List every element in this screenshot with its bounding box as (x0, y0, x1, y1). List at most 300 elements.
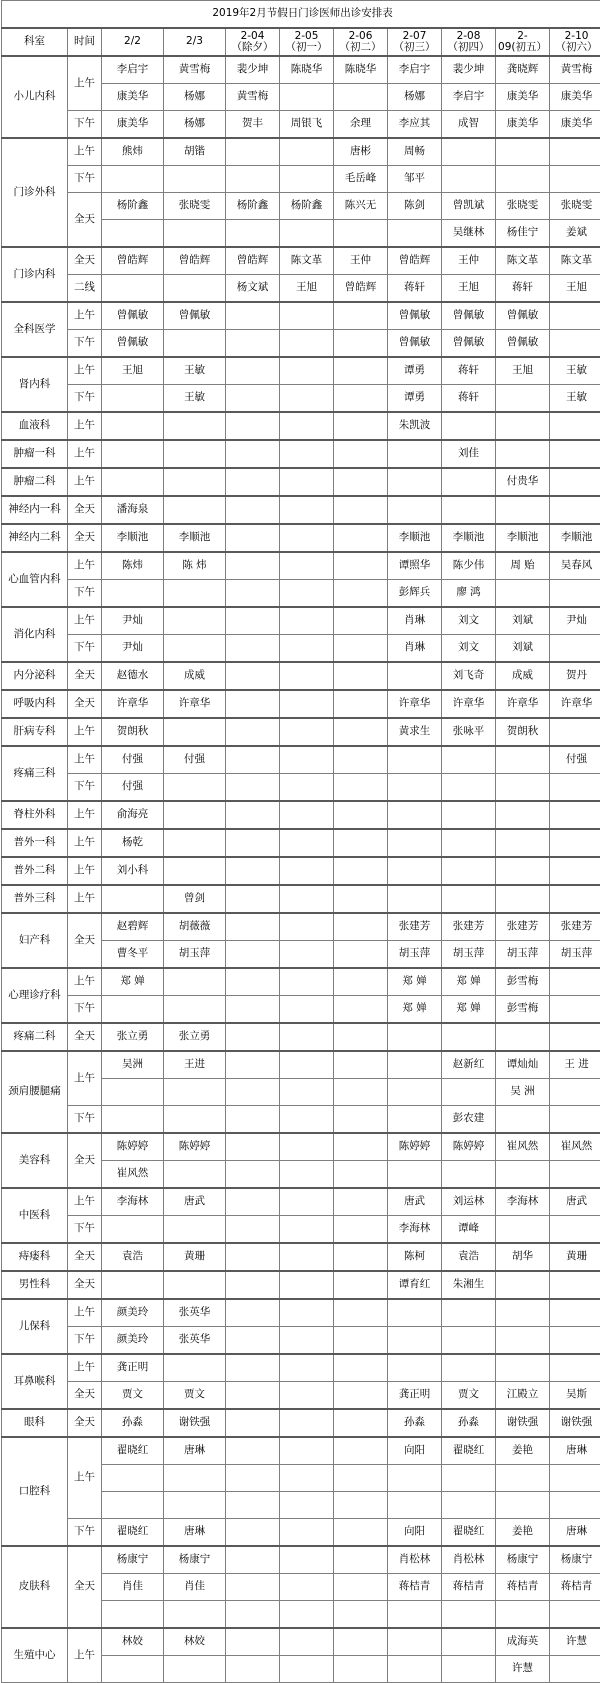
dept-name: 消化内科 (2, 607, 68, 662)
empty-cell (226, 941, 280, 969)
empty-cell (442, 857, 496, 885)
table-row (2, 801, 600, 829)
empty-cell (550, 1601, 600, 1629)
empty-cell (550, 1299, 600, 1327)
doctor-cell: 肖松林 (388, 1546, 442, 1574)
doctor-cell: 蒋轩 (442, 385, 496, 413)
doctor-cell: 曾佩敏 (496, 330, 550, 358)
empty-cell (226, 1106, 280, 1134)
doctor-cell: 陈婷婷 (388, 1133, 442, 1161)
doctor-cell: 唐琳 (164, 1437, 226, 1465)
table-row (2, 690, 600, 718)
empty-cell (226, 1465, 280, 1492)
dept-name: 颈肩腰腿痛 (2, 1051, 68, 1133)
doctor-cell: 赵德水 (102, 662, 164, 690)
empty-cell (164, 1106, 226, 1134)
doctor-cell: 孙淼 (388, 1409, 442, 1437)
empty-cell (280, 746, 334, 774)
empty-cell (388, 468, 442, 496)
doctor-cell: 王旭 (102, 357, 164, 385)
empty-cell (550, 1106, 600, 1134)
empty-cell (550, 1271, 600, 1299)
time-slot: 上午 (68, 1051, 102, 1106)
empty-cell (334, 496, 388, 524)
empty-cell (164, 1216, 226, 1244)
header-dept: 科室 (2, 28, 68, 56)
doctor-cell: 姜艳 (496, 1519, 550, 1547)
doctor-cell: 吴 洲 (496, 1079, 550, 1106)
time-slot: 全天 (68, 1382, 102, 1410)
dept-name: 门诊内科 (2, 247, 68, 302)
empty-cell (164, 440, 226, 468)
table-row (2, 1216, 600, 1244)
empty-cell (334, 746, 388, 774)
empty-cell (334, 1216, 388, 1244)
doctor-cell: 龚晓辉 (496, 56, 550, 84)
empty-cell (388, 1051, 442, 1079)
empty-cell (496, 1299, 550, 1327)
time-slot: 上午 (68, 1299, 102, 1327)
time-slot: 全天 (68, 524, 102, 552)
empty-cell (280, 166, 334, 193)
empty-cell (102, 1492, 164, 1519)
empty-cell (280, 885, 334, 913)
empty-cell (334, 1271, 388, 1299)
empty-cell (280, 496, 334, 524)
doctor-cell: 裴少坤 (442, 56, 496, 84)
empty-cell (280, 718, 334, 746)
table-row (2, 968, 600, 996)
empty-cell (164, 829, 226, 857)
doctor-cell: 翟晓红 (442, 1519, 496, 1547)
doctor-cell: 袁浩 (442, 1243, 496, 1271)
table-row (2, 193, 600, 220)
doctor-cell: 郑 婵 (442, 968, 496, 996)
doctor-cell: 袁浩 (102, 1243, 164, 1271)
doctor-cell: 李顺池 (102, 524, 164, 552)
doctor-cell: 邹平 (388, 166, 442, 193)
doctor-cell: 谭灿灿 (496, 1051, 550, 1079)
doctor-cell: 李海林 (388, 1216, 442, 1244)
empty-cell (226, 385, 280, 413)
doctor-cell: 胡玉萍 (442, 941, 496, 969)
outpatient-schedule-table (1, 0, 600, 1683)
empty-cell (226, 1079, 280, 1106)
dept-name: 耳鼻喉科 (2, 1354, 68, 1409)
empty-cell (388, 1161, 442, 1189)
doctor-cell: 谭峰 (442, 1216, 496, 1244)
doctor-cell: 付强 (164, 746, 226, 774)
empty-cell (442, 829, 496, 857)
empty-cell (550, 829, 600, 857)
header-day-3: 2-04（除夕） (226, 28, 280, 56)
time-slot: 全天 (68, 1271, 102, 1299)
empty-cell (226, 746, 280, 774)
empty-cell (164, 496, 226, 524)
doctor-cell: 胡玉萍 (388, 941, 442, 969)
empty-cell (280, 412, 334, 440)
header-day-4: 2-05（初一） (280, 28, 334, 56)
doctor-cell: 周银飞 (280, 111, 334, 139)
empty-cell (280, 774, 334, 802)
empty-cell (334, 1133, 388, 1161)
empty-cell (280, 968, 334, 996)
doctor-cell: 向阳 (388, 1437, 442, 1465)
empty-cell (164, 330, 226, 358)
doctor-cell: 张立勇 (102, 1023, 164, 1051)
doctor-cell: 胡锴 (164, 138, 226, 166)
table-row (2, 440, 600, 468)
empty-cell (496, 1327, 550, 1355)
empty-cell (334, 1628, 388, 1656)
doctor-cell: 黄雪梅 (164, 56, 226, 84)
header-day-1: 2/2 (102, 28, 164, 56)
empty-cell (442, 496, 496, 524)
empty-cell (550, 330, 600, 358)
empty-cell (388, 1492, 442, 1519)
doctor-cell: 潘海泉 (102, 496, 164, 524)
doctor-cell: 陈柯 (388, 1243, 442, 1271)
doctor-cell: 李海林 (496, 1188, 550, 1216)
doctor-cell: 唐武 (388, 1188, 442, 1216)
table-row (2, 1546, 600, 1574)
empty-cell (102, 412, 164, 440)
doctor-cell: 刘小科 (102, 857, 164, 885)
dept-name: 痔瘘科 (2, 1243, 68, 1271)
doctor-cell: 许章华 (442, 690, 496, 718)
empty-cell (226, 412, 280, 440)
empty-cell (280, 1601, 334, 1629)
empty-cell (280, 635, 334, 663)
empty-cell (280, 1271, 334, 1299)
empty-cell (496, 412, 550, 440)
empty-cell (388, 1628, 442, 1656)
time-slot: 下午 (68, 774, 102, 802)
empty-cell (226, 607, 280, 635)
doctor-cell: 王敏 (164, 385, 226, 413)
empty-cell (334, 1382, 388, 1410)
doctor-cell: 唐琳 (550, 1519, 600, 1547)
doctor-cell: 黄求生 (388, 718, 442, 746)
empty-cell (280, 1161, 334, 1189)
doctor-cell: 张英华 (164, 1327, 226, 1355)
empty-cell (550, 1216, 600, 1244)
empty-cell (280, 1656, 334, 1683)
time-slot: 上午 (68, 885, 102, 913)
empty-cell (388, 801, 442, 829)
empty-cell (550, 1023, 600, 1051)
empty-cell (388, 1023, 442, 1051)
doctor-cell: 刘斌 (496, 607, 550, 635)
empty-cell (280, 440, 334, 468)
empty-cell (334, 857, 388, 885)
time-slot: 下午 (68, 385, 102, 413)
empty-cell (164, 1601, 226, 1629)
header-time: 时间 (68, 28, 102, 56)
table-row (2, 275, 600, 303)
table-row (2, 1519, 600, 1547)
doctor-cell: 刘文 (442, 635, 496, 663)
doctor-cell: 尹灿 (102, 607, 164, 635)
empty-cell (334, 552, 388, 580)
doctor-cell: 唐武 (164, 1188, 226, 1216)
doctor-cell: 陈婷婷 (442, 1133, 496, 1161)
table-row (2, 857, 600, 885)
empty-cell (442, 1656, 496, 1683)
doctor-cell: 杨康宁 (496, 1546, 550, 1574)
table-row (2, 1409, 600, 1437)
empty-cell (280, 1051, 334, 1079)
doctor-cell: 康美华 (102, 84, 164, 111)
time-slot: 全天 (68, 496, 102, 524)
doctor-cell: 许章华 (550, 690, 600, 718)
empty-cell (496, 1216, 550, 1244)
empty-cell (226, 801, 280, 829)
doctor-cell: 黄珊 (164, 1243, 226, 1271)
doctor-cell: 吴洲 (102, 1051, 164, 1079)
doctor-cell: 龚正明 (388, 1382, 442, 1410)
table-row (2, 111, 600, 139)
empty-cell (550, 1327, 600, 1355)
empty-cell (226, 1492, 280, 1519)
doctor-cell: 吴斯 (550, 1382, 600, 1410)
doctor-cell: 陈炜 (102, 552, 164, 580)
dept-name: 美容科 (2, 1133, 68, 1188)
table-row (2, 607, 600, 635)
empty-cell (442, 1023, 496, 1051)
dept-name: 全科医学 (2, 302, 68, 357)
table-row (2, 580, 600, 608)
doctor-cell: 毛岳峰 (334, 166, 388, 193)
time-slot: 下午 (68, 1519, 102, 1547)
table-row (2, 635, 600, 663)
empty-cell (226, 885, 280, 913)
empty-cell (550, 138, 600, 166)
table-row (2, 1271, 600, 1299)
empty-cell (334, 220, 388, 248)
time-slot: 上午 (68, 746, 102, 774)
empty-cell (334, 1465, 388, 1492)
table-row (2, 1023, 600, 1051)
dept-name: 神经内二科 (2, 524, 68, 552)
empty-cell (496, 166, 550, 193)
doctor-cell: 陈少伟 (442, 552, 496, 580)
doctor-cell: 付强 (102, 774, 164, 802)
time-slot: 下午 (68, 330, 102, 358)
doctor-cell: 曾佩敏 (102, 302, 164, 330)
doctor-cell: 蒋桔青 (496, 1574, 550, 1601)
doctor-cell: 康美华 (550, 111, 600, 139)
empty-cell (442, 1492, 496, 1519)
doctor-cell: 周畅 (388, 138, 442, 166)
doctor-cell: 付强 (550, 746, 600, 774)
empty-cell (334, 996, 388, 1024)
table-row (2, 138, 600, 166)
doctor-cell: 杨文斌 (226, 275, 280, 303)
empty-cell (334, 635, 388, 663)
table-row (2, 885, 600, 913)
doctor-cell: 曾皓辉 (102, 247, 164, 275)
doctor-cell: 赵新红 (442, 1051, 496, 1079)
empty-cell (280, 1299, 334, 1327)
doctor-cell: 许章华 (496, 690, 550, 718)
doctor-cell: 陈文革 (496, 247, 550, 275)
empty-cell (442, 468, 496, 496)
doctor-cell: 王仲 (334, 247, 388, 275)
empty-cell (280, 1023, 334, 1051)
doctor-cell: 张建芳 (496, 913, 550, 941)
time-slot: 全天 (68, 1133, 102, 1188)
empty-cell (496, 138, 550, 166)
doctor-cell: 刘运林 (442, 1188, 496, 1216)
empty-cell (442, 138, 496, 166)
empty-cell (226, 1243, 280, 1271)
empty-cell (334, 302, 388, 330)
doctor-cell: 谭育红 (388, 1271, 442, 1299)
doctor-cell: 姜斌 (550, 220, 600, 248)
doctor-cell: 彭农建 (442, 1106, 496, 1134)
empty-cell (226, 1299, 280, 1327)
table-row (2, 166, 600, 193)
empty-cell (226, 1409, 280, 1437)
doctor-cell: 翟晓红 (102, 1519, 164, 1547)
doctor-cell: 唐彬 (334, 138, 388, 166)
empty-cell (226, 302, 280, 330)
doctor-cell: 曹冬平 (102, 941, 164, 969)
empty-cell (388, 440, 442, 468)
table-row (2, 552, 600, 580)
dept-name: 生殖中心 (2, 1628, 68, 1683)
doctor-cell: 颜美玲 (102, 1299, 164, 1327)
doctor-cell: 杨康宁 (164, 1546, 226, 1574)
doctor-cell: 康美华 (550, 84, 600, 111)
table-row (2, 1327, 600, 1355)
doctor-cell: 刘佳 (442, 440, 496, 468)
empty-cell (334, 1437, 388, 1465)
empty-cell (226, 1656, 280, 1683)
empty-cell (442, 166, 496, 193)
empty-cell (226, 718, 280, 746)
empty-cell (280, 1106, 334, 1134)
doctor-cell: 杨乾 (102, 829, 164, 857)
time-slot: 下午 (68, 1216, 102, 1244)
empty-cell (280, 1354, 334, 1382)
empty-cell (164, 412, 226, 440)
doctor-cell: 贺朗秋 (102, 718, 164, 746)
time-slot: 下午 (68, 580, 102, 608)
doctor-cell: 王旭 (550, 275, 600, 303)
empty-cell (226, 524, 280, 552)
doctor-cell: 吴继林 (442, 220, 496, 248)
empty-cell (388, 774, 442, 802)
empty-cell (334, 1079, 388, 1106)
doctor-cell: 许章华 (388, 690, 442, 718)
doctor-cell: 颜美玲 (102, 1327, 164, 1355)
doctor-cell: 蒋桔青 (550, 1574, 600, 1601)
doctor-cell: 张建芳 (550, 913, 600, 941)
empty-cell (334, 1601, 388, 1629)
doctor-cell: 肖琳 (388, 607, 442, 635)
empty-cell (280, 302, 334, 330)
doctor-cell: 杨娜 (388, 84, 442, 111)
time-slot: 上午 (68, 801, 102, 829)
empty-cell (496, 1465, 550, 1492)
empty-cell (280, 1519, 334, 1547)
empty-cell (334, 1023, 388, 1051)
doctor-cell: 贾文 (102, 1382, 164, 1410)
doctor-cell: 贺朗秋 (496, 718, 550, 746)
empty-cell (334, 607, 388, 635)
doctor-cell: 姜艳 (496, 1437, 550, 1465)
time-slot: 上午 (68, 552, 102, 580)
empty-cell (164, 1161, 226, 1189)
doctor-cell: 王进 (164, 1051, 226, 1079)
empty-cell (442, 1161, 496, 1189)
doctor-cell: 李顺池 (496, 524, 550, 552)
doctor-cell: 俞海亮 (102, 801, 164, 829)
table-row (2, 718, 600, 746)
empty-cell (280, 1628, 334, 1656)
doctor-cell: 崔风然 (550, 1133, 600, 1161)
doctor-cell: 谭勇 (388, 357, 442, 385)
doctor-cell: 陈婷婷 (164, 1133, 226, 1161)
empty-cell (226, 1519, 280, 1547)
empty-cell (334, 330, 388, 358)
time-slot: 上午 (68, 968, 102, 996)
table-row (2, 56, 600, 84)
dept-name: 肿瘤二科 (2, 468, 68, 496)
empty-cell (102, 1079, 164, 1106)
empty-cell (280, 1437, 334, 1465)
dept-name: 口腔科 (2, 1437, 68, 1546)
dept-name: 普外一科 (2, 829, 68, 857)
empty-cell (280, 1409, 334, 1437)
dept-name: 妇产科 (2, 913, 68, 968)
time-slot: 全天 (68, 913, 102, 968)
empty-cell (496, 857, 550, 885)
empty-cell (164, 468, 226, 496)
time-slot: 上午 (68, 857, 102, 885)
table-row (2, 524, 600, 552)
empty-cell (496, 801, 550, 829)
empty-cell (442, 1327, 496, 1355)
doctor-cell: 康美华 (496, 84, 550, 111)
empty-cell (164, 1271, 226, 1299)
time-slot: 上午 (68, 718, 102, 746)
header-day-8: 2-09(初五） (496, 28, 550, 56)
dept-name: 脊柱外科 (2, 801, 68, 829)
dept-name: 肾内科 (2, 357, 68, 412)
empty-cell (334, 357, 388, 385)
doctor-cell: 胡玉萍 (550, 941, 600, 969)
empty-cell (164, 1656, 226, 1683)
doctor-cell: 杨康宁 (102, 1546, 164, 1574)
empty-cell (164, 968, 226, 996)
empty-cell (334, 1409, 388, 1437)
empty-cell (334, 774, 388, 802)
empty-cell (550, 1354, 600, 1382)
document-title: 2019年2月节假日门诊医师出诊安排表 (2, 1, 600, 29)
empty-cell (280, 1079, 334, 1106)
doctor-cell: 王敏 (164, 357, 226, 385)
empty-cell (226, 552, 280, 580)
empty-cell (442, 1628, 496, 1656)
empty-cell (550, 801, 600, 829)
table-row (2, 247, 600, 275)
empty-cell (550, 166, 600, 193)
doctor-cell: 熊炜 (102, 138, 164, 166)
doctor-cell: 曾佩敏 (442, 302, 496, 330)
